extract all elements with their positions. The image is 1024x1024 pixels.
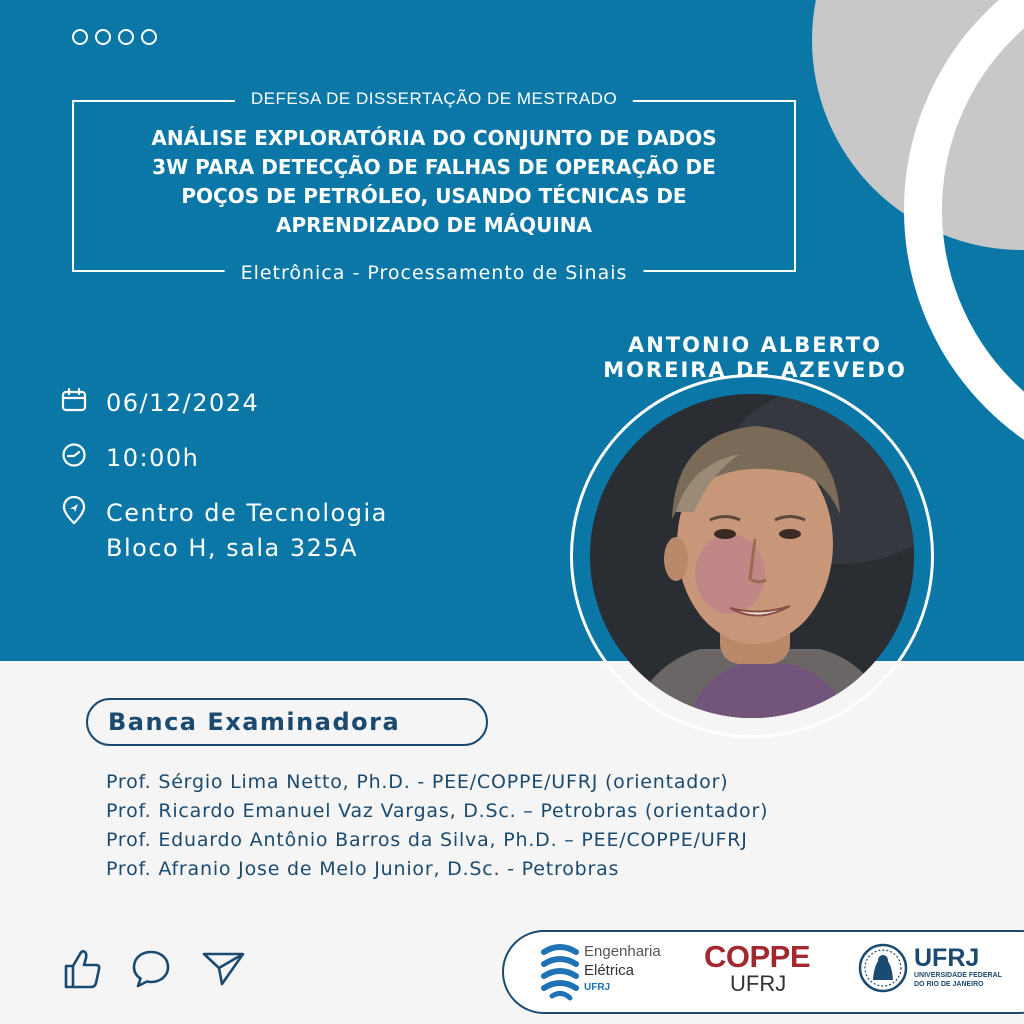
location-row <box>60 496 388 566</box>
eletrica-text: Elétrica <box>584 962 635 979</box>
date-row <box>60 386 259 421</box>
committee-heading: Banca Examinadora <box>86 698 488 746</box>
research-area: Eletrônica - Processamento de Sinais <box>225 262 644 284</box>
location-line: Centro de Tecnologia <box>106 499 388 527</box>
event-type: DEFESA DE DISSERTAÇÃO DE MESTRADO <box>235 89 633 109</box>
title-frame <box>72 89 796 284</box>
event-date: 06/12/2024 <box>106 389 260 417</box>
ufrj-fullname-line: UNIVERSIDADE FEDERAL <box>914 972 1002 979</box>
location-line: Bloco H, sala 325A <box>106 534 359 562</box>
like-icon[interactable] <box>60 946 106 992</box>
time-row <box>60 441 199 476</box>
candidate-photo <box>590 394 914 718</box>
clock-icon <box>60 441 88 469</box>
engenharia-text: Engenharia <box>584 943 661 960</box>
thesis-title-line: ANÁLISE EXPLORATÓRIA DO CONJUNTO DE DADOS <box>151 126 717 150</box>
thesis-title-line: APRENDIZADO DE MÁQUINA <box>275 213 593 237</box>
dot <box>118 29 134 45</box>
dots-indicator <box>72 29 157 45</box>
comment-icon[interactable] <box>128 946 174 992</box>
coppe-ufrj-text: UFRJ <box>730 971 787 996</box>
thesis-title <box>94 124 774 240</box>
committee-member: Prof. Afranio Jose de Melo Junior, D.Sc. - Petrobras <box>106 858 620 880</box>
calendar-icon <box>60 386 88 414</box>
ufrj-logo-text: UFRJ <box>914 944 980 972</box>
committee-member: Prof. Ricardo Emanuel Vaz Vargas, D.Sc. – Petrobras (orientador) <box>106 800 769 822</box>
committee-member: Prof. Sérgio Lima Netto, Ph.D. - PEE/COPPE/UFRJ (orientador) <box>106 771 729 793</box>
candidate-name-line: ANTONIO ALBERTO <box>628 333 882 357</box>
thesis-title-line: POÇOS DE PETRÓLEO, USANDO TÉCNICAS DE <box>181 184 687 208</box>
ufrj-fullname-line: DO RIO DE JANEIRO <box>914 981 984 988</box>
ufrj-seal-icon <box>858 940 908 996</box>
coppe-logo-text: COPPE <box>704 939 811 974</box>
location-pin-icon <box>60 496 88 524</box>
committee-member: Prof. Eduardo Antônio Barros da Silva, Ph.D. – PEE/COPPE/UFRJ <box>106 829 748 851</box>
event-time: 10:00h <box>106 444 200 472</box>
candidate-name-line: MOREIRA DE AZEVEDO <box>603 358 907 382</box>
share-icon[interactable] <box>200 946 246 992</box>
eng-ufrj-text: UFRJ <box>584 982 611 993</box>
thesis-title-line: 3W PARA DETECÇÃO DE FALHAS DE OPERAÇÃO DE <box>152 155 716 179</box>
dot <box>72 29 88 45</box>
dot <box>141 29 157 45</box>
dot <box>95 29 111 45</box>
